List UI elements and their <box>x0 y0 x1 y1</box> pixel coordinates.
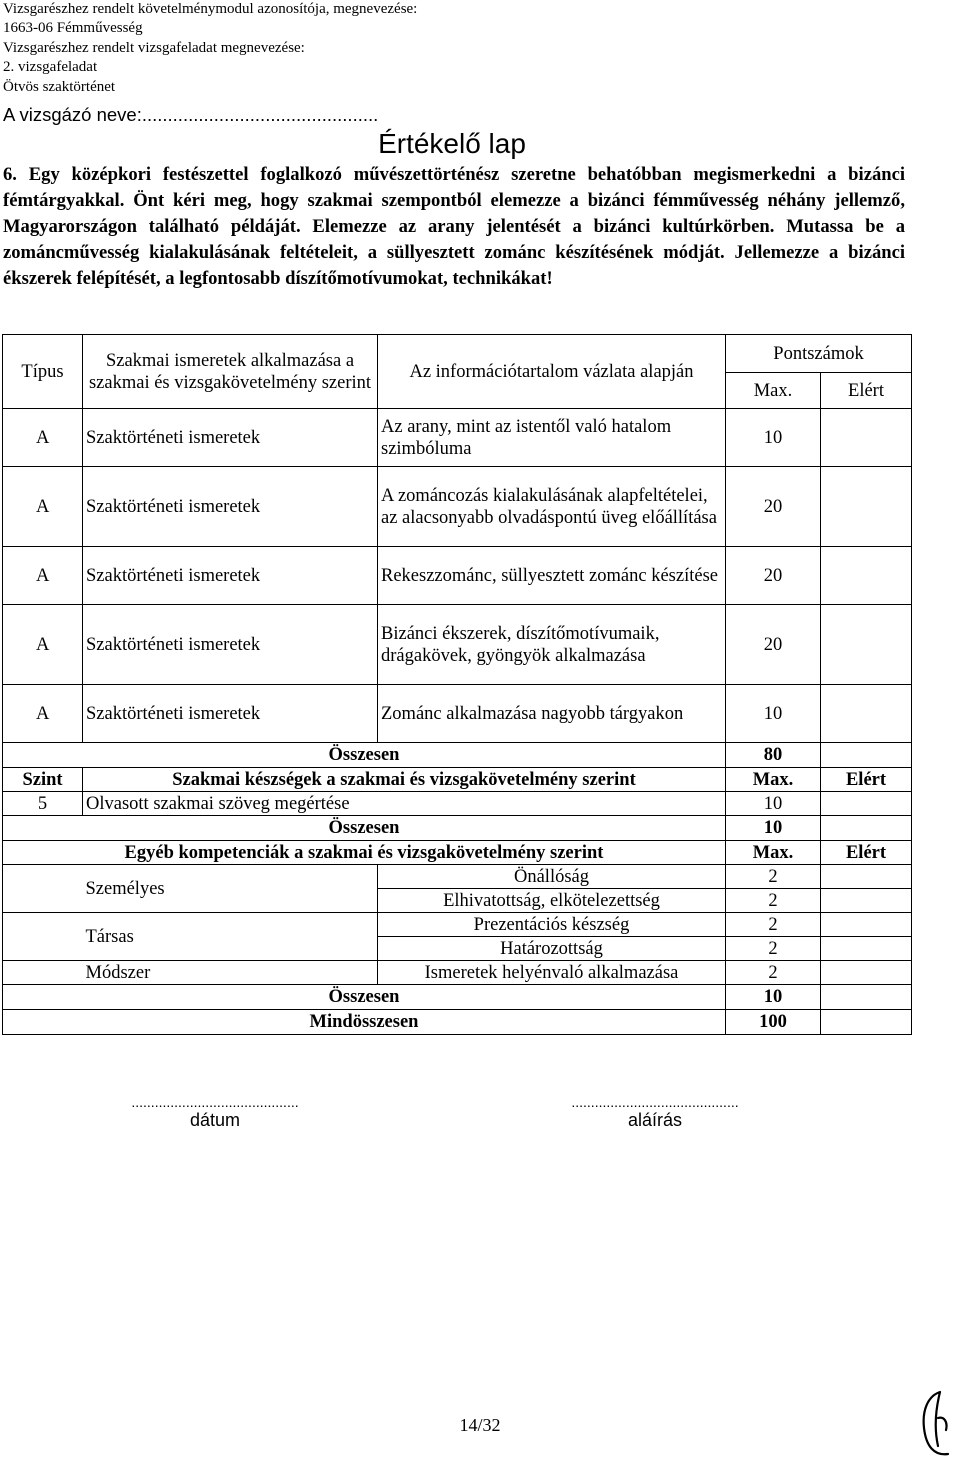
competency-header-row <box>3 841 912 865</box>
skills-header-max: Max. <box>726 768 821 792</box>
row-max: 20 <box>726 467 821 547</box>
grand-total-value: 100 <box>726 1010 821 1035</box>
subtotal-label: Összesen <box>3 743 726 768</box>
header-info: Az információtartalom vázlata alapján <box>378 335 726 409</box>
competency-row <box>3 913 912 937</box>
table-row <box>3 605 912 685</box>
table-row <box>3 547 912 605</box>
date-dotted-line[interactable]: ........................................... <box>131 1094 299 1110</box>
row-elert-cell[interactable] <box>821 547 912 605</box>
signature-block <box>525 1094 785 1131</box>
skills-header-elert: Elért <box>821 768 912 792</box>
competency-row <box>3 865 912 889</box>
subtotal-row <box>3 985 912 1010</box>
competency-group-social: Társas <box>83 913 378 961</box>
competency-elert-cell[interactable] <box>821 865 912 889</box>
row-content: Rekeszzománc, süllyesztett zománc készítése <box>378 547 726 605</box>
skills-label: Olvasott szakmai szöveg megértése <box>83 792 726 816</box>
page-title: Értékelő lap <box>378 128 526 159</box>
row-content: Az arany, mint az istentől való hatalom szimbóluma <box>378 409 726 467</box>
grand-total-elert-cell[interactable] <box>821 1010 912 1035</box>
row-area: Szaktörténeti ismeretek <box>83 605 378 685</box>
table-row <box>3 409 912 467</box>
document-header <box>3 0 417 97</box>
task-description: 6. Egy középkori festészettel foglalkozó művészettörténész szeretne behatóbban megismerkedni a bizánci fémtárgyakkal. Önt kéri meg, hogy szakmai szempontból elemezze a bizánci fémművesség néhány jellemző, Magyarországon található példáját. Elemezze az arany jelentését a bizánci kultúrkörben. Mutassa be a zománcművesség kialakulásának feltételeit, a süllyesztett zománc készítésének módját. Jellemezze a bizánci ékszerek felépítését, a legfontosabb díszítőmotívumokat, technikákat! <box>3 164 905 290</box>
module-name: 1663-06 Fémművesség <box>3 20 143 37</box>
competency-header-label: Egyéb kompetenciák a szakmai és vizsgakövetelmény szerint <box>3 841 726 865</box>
skills-header-row <box>3 768 912 792</box>
signature-dotted-line[interactable]: ........................................... <box>571 1094 739 1110</box>
subtotal-label: Összesen <box>3 985 726 1010</box>
grand-total-row <box>3 1010 912 1035</box>
table-header-row <box>3 335 912 373</box>
skills-elert-cell[interactable] <box>821 792 912 816</box>
examinee-name-field[interactable]: A vizsgázó neve:.............................................. <box>3 104 379 125</box>
row-content: Zománc alkalmazása nagyobb tárgyakon <box>378 685 726 743</box>
row-type: A <box>3 547 83 605</box>
subtotal-value: 80 <box>726 743 821 768</box>
competency-header-elert: Elért <box>821 841 912 865</box>
header-elert: Elért <box>821 373 912 409</box>
skills-level: 5 <box>3 792 83 816</box>
subtotal-row <box>3 743 912 768</box>
row-content: A zománcozás kialakulásának alapfeltételei, az alacsonyabb olvadáspontú üveg előállítása <box>378 467 726 547</box>
table-row <box>3 685 912 743</box>
task-number: 2. vizsgafeladat <box>3 59 98 76</box>
evaluation-table <box>2 334 912 1035</box>
competency-max: 2 <box>726 961 821 985</box>
subtotal-label: Összesen <box>3 816 726 841</box>
subtotal-elert-cell[interactable] <box>821 743 912 768</box>
competency-group-personal: Személyes <box>83 865 378 913</box>
signature-label: aláírás <box>627 1110 683 1130</box>
competency-max: 2 <box>726 937 821 961</box>
row-elert-cell[interactable] <box>821 467 912 547</box>
competency-name: Elhivatottság, elkötelezettség <box>378 889 726 913</box>
row-max: 20 <box>726 547 821 605</box>
header-pontszamok: Pontszámok <box>726 335 912 373</box>
row-max: 20 <box>726 605 821 685</box>
competency-elert-cell[interactable] <box>821 937 912 961</box>
competency-group-method: Módszer <box>83 961 378 985</box>
competency-elert-cell[interactable] <box>821 889 912 913</box>
row-type: A <box>3 467 83 547</box>
competency-max: 2 <box>726 865 821 889</box>
competency-row <box>3 961 912 985</box>
subtotal-elert-cell[interactable] <box>821 985 912 1010</box>
date-label: dátum <box>189 1110 241 1130</box>
row-max: 10 <box>726 685 821 743</box>
competency-name: Önállóság <box>378 865 726 889</box>
task-name: Ötvös szaktörténet <box>3 78 116 95</box>
grand-total-label: Mindösszesen <box>3 1010 726 1035</box>
skills-max: 10 <box>726 792 821 816</box>
competency-elert-cell[interactable] <box>821 913 912 937</box>
skills-row <box>3 792 912 816</box>
header-max: Max. <box>726 373 821 409</box>
competency-header-max: Max. <box>726 841 821 865</box>
row-max: 10 <box>726 409 821 467</box>
skills-header-szint: Szint <box>3 768 83 792</box>
row-elert-cell[interactable] <box>821 685 912 743</box>
module-label: Vizsgarészhez rendelt követelménymodul azonosítója, megnevezése: <box>3 1 418 17</box>
subtotal-value: 10 <box>726 985 821 1010</box>
date-signature-block <box>85 1094 345 1131</box>
row-area: Szaktörténeti ismeretek <box>83 547 378 605</box>
competency-name: Prezentációs készség <box>378 913 726 937</box>
competency-max: 2 <box>726 913 821 937</box>
page-number: 14/32 <box>459 1415 501 1435</box>
subtotal-value: 10 <box>726 816 821 841</box>
competency-elert-cell[interactable] <box>821 961 912 985</box>
task-label: Vizsgarészhez rendelt vizsgafeladat megnevezése: <box>3 39 305 56</box>
subtotal-elert-cell[interactable] <box>821 816 912 841</box>
row-area: Szaktörténeti ismeretek <box>83 409 378 467</box>
row-type: A <box>3 685 83 743</box>
competency-name: Ismeretek helyénvaló alkalmazása <box>378 961 726 985</box>
row-type: A <box>3 409 83 467</box>
row-elert-cell[interactable] <box>821 409 912 467</box>
row-area: Szaktörténeti ismeretek <box>83 685 378 743</box>
competency-max: 2 <box>726 889 821 913</box>
row-area: Szaktörténeti ismeretek <box>83 467 378 547</box>
header-tipus: Típus <box>3 335 83 409</box>
subtotal-row <box>3 816 912 841</box>
table-row <box>3 467 912 547</box>
competency-name: Határozottság <box>378 937 726 961</box>
row-elert-cell[interactable] <box>821 605 912 685</box>
row-type: A <box>3 605 83 685</box>
skills-header-label: Szakmai készségek a szakmai és vizsgakövetelmény szerint <box>83 768 726 792</box>
row-content: Bizánci ékszerek, díszítőmotívumaik, drágakövek, gyöngyök alkalmazása <box>378 605 726 685</box>
header-szakmai: Szakmai ismeretek alkalmazása a szakmai és vizsgakövetelmény szerint <box>83 335 378 409</box>
